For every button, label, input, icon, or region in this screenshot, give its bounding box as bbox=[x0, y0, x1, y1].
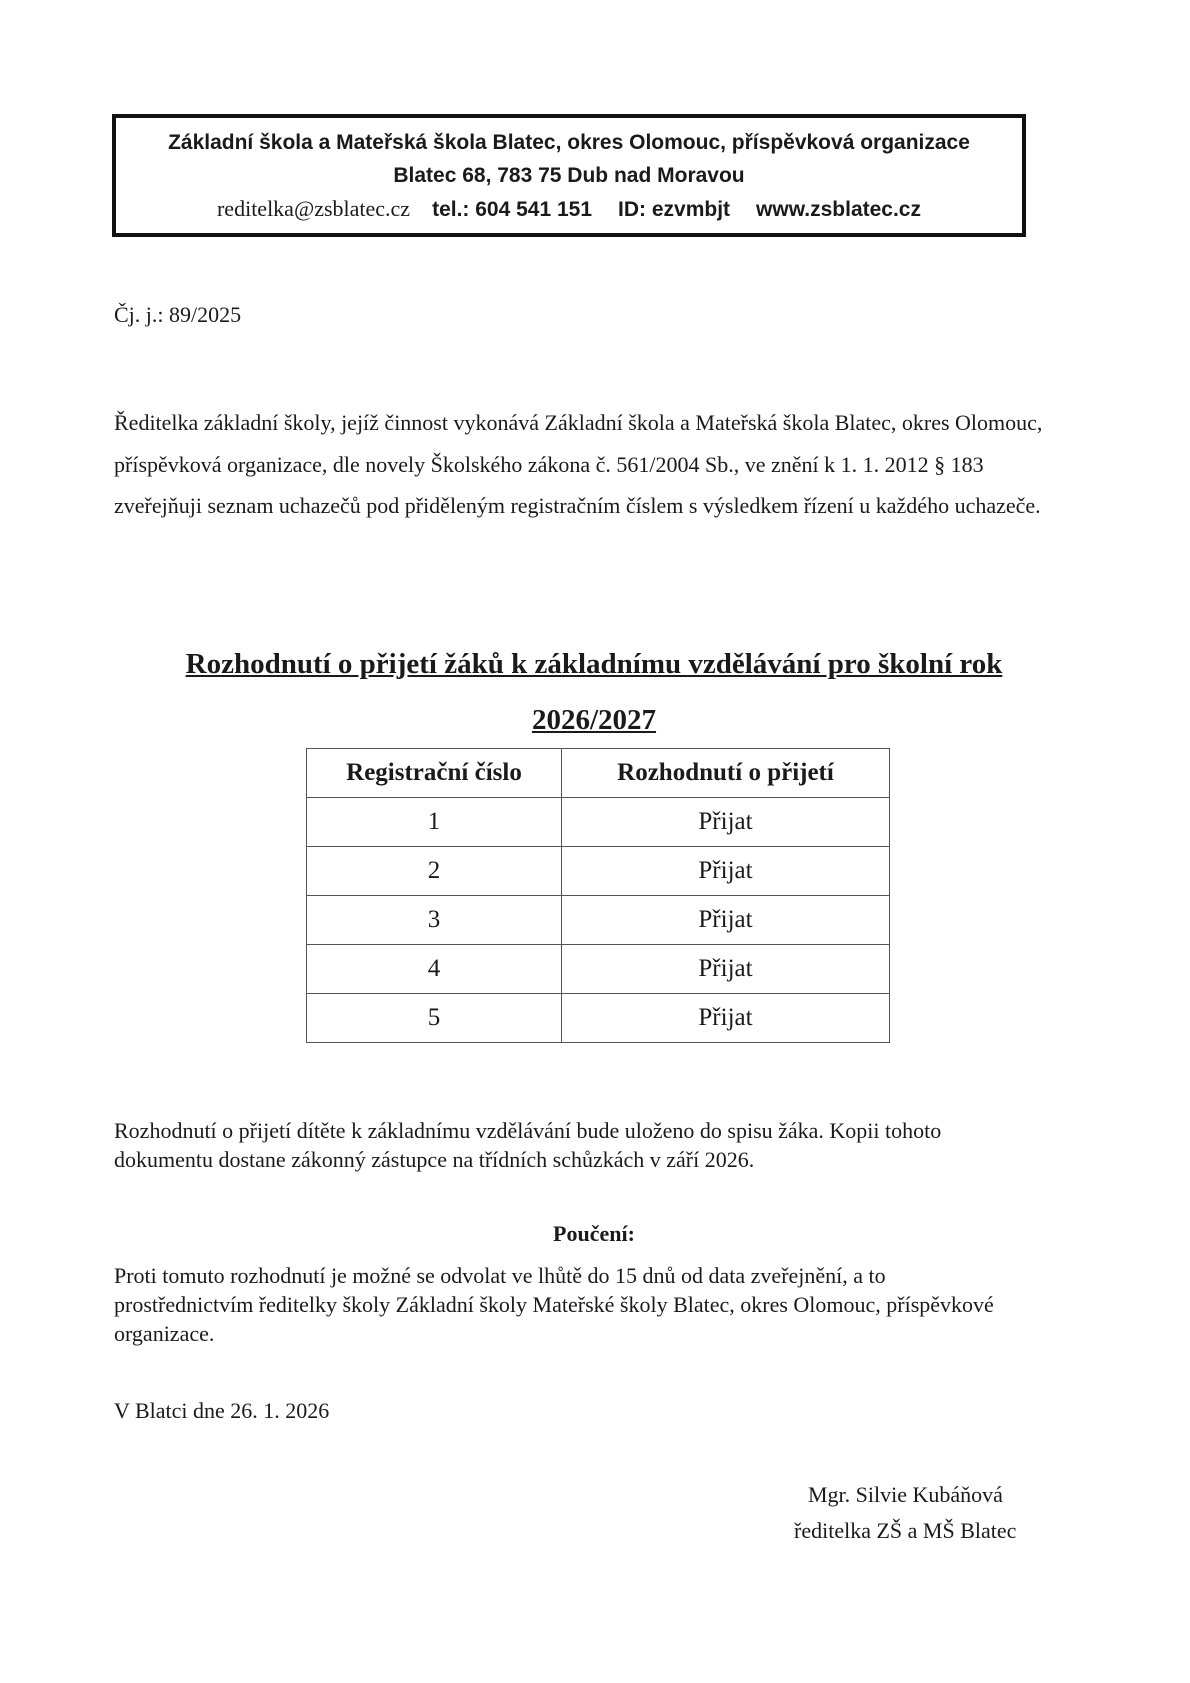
email-address: reditelka@zsblatec.cz bbox=[216, 196, 411, 221]
registration-number: 2 bbox=[307, 847, 562, 896]
registration-number: 1 bbox=[307, 798, 562, 847]
intro-text: Ředitelka základní školy, jejíž činnost vykonává Základní škola a Mateřská škola Blatec, okres Olomouc, příspěvková organizace, dle novely Školského zákona č. 561/2004 Sb., ve znění k 1. 1. 2012 § 183 zveřejňuji seznam uchazečů pod přiděleným registračním číslem s výsledkem řízení u každého uchazeče. bbox=[114, 410, 1043, 518]
instruction-line-1: Proti tomuto rozhodnutí je možné se odvolat ve lhůtě do 15 dnů od data zveřejnění, a to bbox=[114, 1263, 886, 1288]
table-row bbox=[307, 847, 890, 896]
decision: Přijat bbox=[562, 896, 890, 945]
admission-table bbox=[306, 748, 890, 1043]
table-row bbox=[307, 798, 890, 847]
decision: Přijat bbox=[562, 994, 890, 1043]
decision: Přijat bbox=[562, 847, 890, 896]
document-title bbox=[114, 636, 1074, 748]
instruction-heading: Poučení: bbox=[553, 1221, 635, 1246]
table-row bbox=[307, 896, 890, 945]
storage-note bbox=[114, 1116, 1094, 1174]
title-line-1: Rozhodnutí o přijetí žáků k základnímu vzdělávání pro školní rok bbox=[185, 648, 1003, 680]
registration-number: 3 bbox=[307, 896, 562, 945]
signatory-role: ředitelka ZŠ a MŠ Blatec bbox=[794, 1518, 1017, 1543]
school-name: Základní škola a Mateřská škola Blatec, okres Olomouc, příspěvková organizace bbox=[168, 131, 970, 154]
signatory-name: Mgr. Silvie Kubáňová bbox=[808, 1482, 1003, 1507]
signature-block bbox=[780, 1477, 1060, 1549]
data-box-id: ID: ezvmbjt bbox=[618, 198, 731, 221]
registration-number: 5 bbox=[307, 994, 562, 1043]
note-line-1: Rozhodnutí o přijetí dítěte k základnímu vzdělávání bude uloženo do spisu žáka. Kopii tohoto bbox=[114, 1118, 942, 1143]
table-header-row bbox=[307, 749, 890, 798]
school-address: Blatec 68, 783 75 Dub nad Moravou bbox=[393, 164, 745, 187]
instruction-paragraph bbox=[114, 1261, 1094, 1348]
contact-line bbox=[116, 196, 1022, 222]
letterhead-box bbox=[112, 114, 1026, 237]
instruction-line-2: prostřednictvím ředitelky školy Základní školy Mateřské školy Blatec, okres Olomouc, příspěvkové bbox=[114, 1292, 994, 1317]
phone-number: tel.: 604 541 151 bbox=[432, 198, 593, 221]
table-row bbox=[307, 994, 890, 1043]
reference-number: Čj. j.: 89/2025 bbox=[114, 302, 242, 327]
header-registration-number: Registrační číslo bbox=[307, 749, 562, 798]
note-line-2: dokumentu dostane zákonný zástupce na třídních schůzkách v září 2026. bbox=[114, 1147, 755, 1172]
table-row bbox=[307, 945, 890, 994]
header-decision: Rozhodnutí o přijetí bbox=[562, 749, 890, 798]
title-line-2: 2026/2027 bbox=[531, 704, 657, 736]
decision: Přijat bbox=[562, 945, 890, 994]
registration-number: 4 bbox=[307, 945, 562, 994]
instruction-line-3: organizace. bbox=[114, 1321, 215, 1346]
place-and-date: V Blatci dne 26. 1. 2026 bbox=[114, 1398, 330, 1423]
decision: Přijat bbox=[562, 798, 890, 847]
intro-paragraph bbox=[114, 402, 1074, 527]
website: www.zsblatec.cz bbox=[756, 198, 921, 221]
